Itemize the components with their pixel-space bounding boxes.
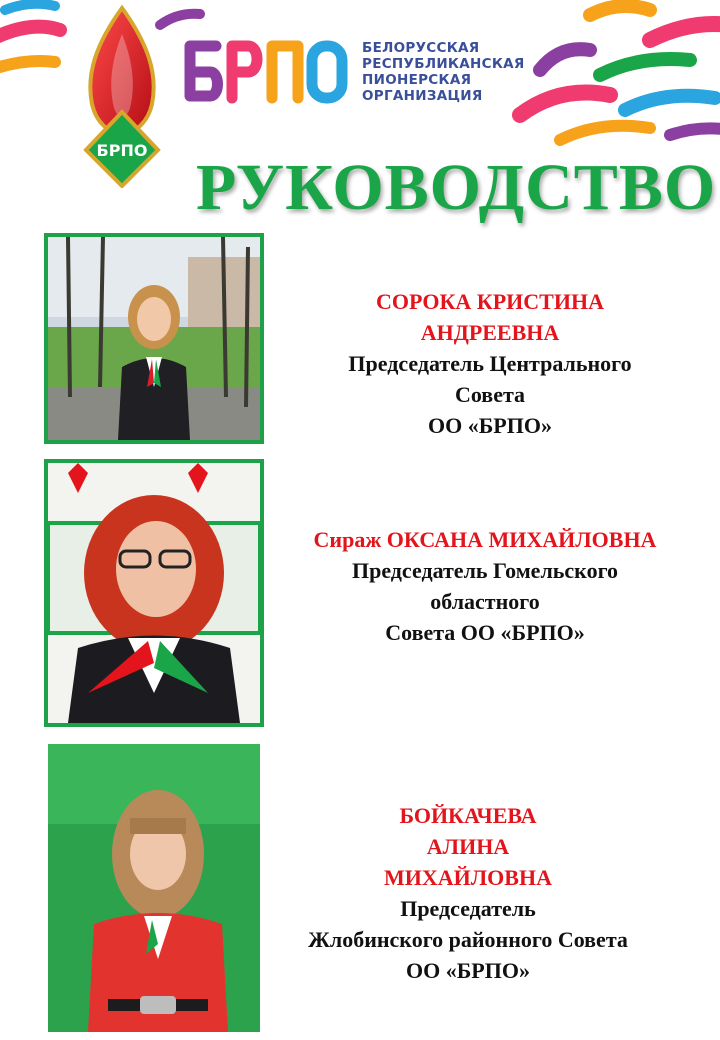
- leader-photo-office: [44, 459, 264, 727]
- leader-position: Председатель: [400, 896, 536, 921]
- leader-position: Председатель Центрального: [348, 351, 632, 376]
- leader-position: областного: [430, 589, 540, 614]
- leader-photo-banner: [48, 744, 260, 1032]
- leader-name: СОРОКА КРИСТИНА: [376, 289, 604, 314]
- leader-photo-park: [44, 233, 264, 444]
- leader-name: АЛИНА: [426, 834, 510, 859]
- leader-caption: [262, 800, 674, 986]
- organization-name: [362, 40, 562, 104]
- leader-position: Совета: [454, 382, 526, 407]
- leader-name: Сираж ОКСАНА МИХАЙЛОВНА: [313, 527, 657, 552]
- emblem-label: БРПО: [96, 141, 148, 160]
- leader-name: МИХАЙЛОВНА: [384, 865, 552, 890]
- org-name-line: БЕЛОРУССКАЯ: [362, 40, 480, 56]
- leader-position: Председатель Гомельского: [351, 558, 619, 583]
- leader-position: Совета ОО «БРПО»: [385, 620, 585, 645]
- leader-caption: [290, 286, 690, 441]
- leader-name: АНДРЕЕВНА: [420, 320, 560, 345]
- leader-position: ОО «БРПО»: [428, 413, 552, 438]
- leader-name: БОЙКАЧЕВА: [399, 803, 537, 828]
- leader-caption: [270, 524, 700, 648]
- page-title: РУКОВОДСТВО: [196, 151, 717, 224]
- org-name-line: РЕСПУБЛИКАНСКАЯ: [362, 56, 525, 72]
- leader-position: Жлобинского районного Совета: [308, 927, 628, 952]
- org-name-line: ОРГАНИЗАЦИЯ: [362, 88, 483, 104]
- org-name-line: ПИОНЕРСКАЯ: [362, 72, 472, 88]
- leader-position: ОО «БРПО»: [406, 958, 530, 983]
- brpo-logo: [180, 36, 350, 106]
